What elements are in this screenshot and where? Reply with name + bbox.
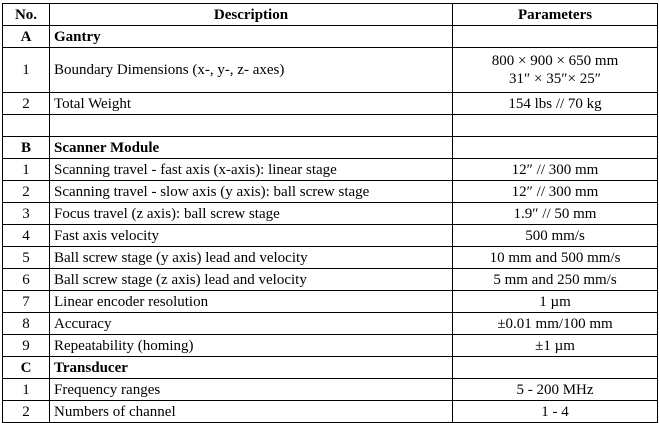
row-parameter: 154 lbs // 70 kg: [453, 93, 658, 115]
section-letter: B: [3, 137, 50, 159]
table-row: [3, 379, 658, 401]
parameter-line-imperial: 31″ × 35″× 25″: [509, 71, 601, 87]
row-parameter: 1.9″ // 50 mm: [453, 203, 658, 225]
row-description: Numbers of channel: [50, 401, 453, 423]
row-parameter: 10 mm and 500 mm/s: [453, 247, 658, 269]
row-number: 2: [3, 181, 50, 203]
row-parameter: ±0.01 mm/100 mm: [453, 313, 658, 335]
table-row: [3, 313, 658, 335]
row-parameter: 12″ // 300 mm: [453, 181, 658, 203]
row-number: 3: [3, 203, 50, 225]
table-row: [3, 159, 658, 181]
row-description: Scanning travel - slow axis (y axis): ball screw stage: [50, 181, 453, 203]
row-description: Linear encoder resolution: [50, 291, 453, 313]
row-parameter: 12″ // 300 mm: [453, 159, 658, 181]
row-description: Focus travel (z axis): ball screw stage: [50, 203, 453, 225]
row-number: 1: [3, 48, 50, 93]
row-parameter: [453, 48, 658, 93]
table-row: [3, 335, 658, 357]
row-number: 1: [3, 159, 50, 181]
table-row: [3, 247, 658, 269]
parameter-line-metric: 800 × 900 × 650 mm: [491, 53, 619, 69]
section-letter: A: [3, 26, 50, 48]
section-row-scanner: [3, 137, 658, 159]
row-description: Ball screw stage (z axis) lead and velocity: [50, 269, 453, 291]
row-description: Boundary Dimensions (x-, y-, z- axes): [50, 48, 453, 93]
row-description: Accuracy: [50, 313, 453, 335]
row-description: Scanning travel - fast axis (x-axis): linear stage: [50, 159, 453, 181]
header-description: Description: [50, 4, 453, 26]
header-row: [3, 4, 658, 26]
empty-cell: [453, 137, 658, 159]
empty-cell: [50, 115, 453, 137]
empty-cell: [453, 115, 658, 137]
section-row-gantry: [3, 26, 658, 48]
row-number: 5: [3, 247, 50, 269]
row-description: Repeatability (homing): [50, 335, 453, 357]
row-number: 9: [3, 335, 50, 357]
section-letter: C: [3, 357, 50, 379]
header-parameters: Parameters: [453, 4, 658, 26]
table-row: [3, 269, 658, 291]
row-number: 2: [3, 401, 50, 423]
header-no: No.: [3, 4, 50, 26]
table-row: [3, 401, 658, 423]
table-row: [3, 181, 658, 203]
table-row: [3, 291, 658, 313]
empty-cell: [453, 26, 658, 48]
blank-row: [3, 115, 658, 137]
section-title: Gantry: [50, 26, 453, 48]
section-title: Transducer: [50, 357, 453, 379]
row-parameter: 5 mm and 250 mm/s: [453, 269, 658, 291]
section-title: Scanner Module: [50, 137, 453, 159]
row-parameter: 1 - 4: [453, 401, 658, 423]
spec-table: [2, 3, 658, 423]
row-parameter: 5 - 200 MHz: [453, 379, 658, 401]
row-number: 6: [3, 269, 50, 291]
empty-cell: [3, 115, 50, 137]
empty-cell: [453, 357, 658, 379]
row-description: Total Weight: [50, 93, 453, 115]
table-row: [3, 93, 658, 115]
row-number: 8: [3, 313, 50, 335]
row-number: 4: [3, 225, 50, 247]
row-parameter: 500 mm/s: [453, 225, 658, 247]
row-description: Frequency ranges: [50, 379, 453, 401]
row-description: Fast axis velocity: [50, 225, 453, 247]
table-row: [3, 48, 658, 93]
spec-table-container: [2, 3, 658, 423]
section-row-transducer: [3, 357, 658, 379]
table-row: [3, 225, 658, 247]
row-parameter: 1 µm: [453, 291, 658, 313]
row-number: 1: [3, 379, 50, 401]
row-number: 7: [3, 291, 50, 313]
row-number: 2: [3, 93, 50, 115]
table-row: [3, 203, 658, 225]
row-description: Ball screw stage (y axis) lead and velocity: [50, 247, 453, 269]
row-parameter: ±1 µm: [453, 335, 658, 357]
